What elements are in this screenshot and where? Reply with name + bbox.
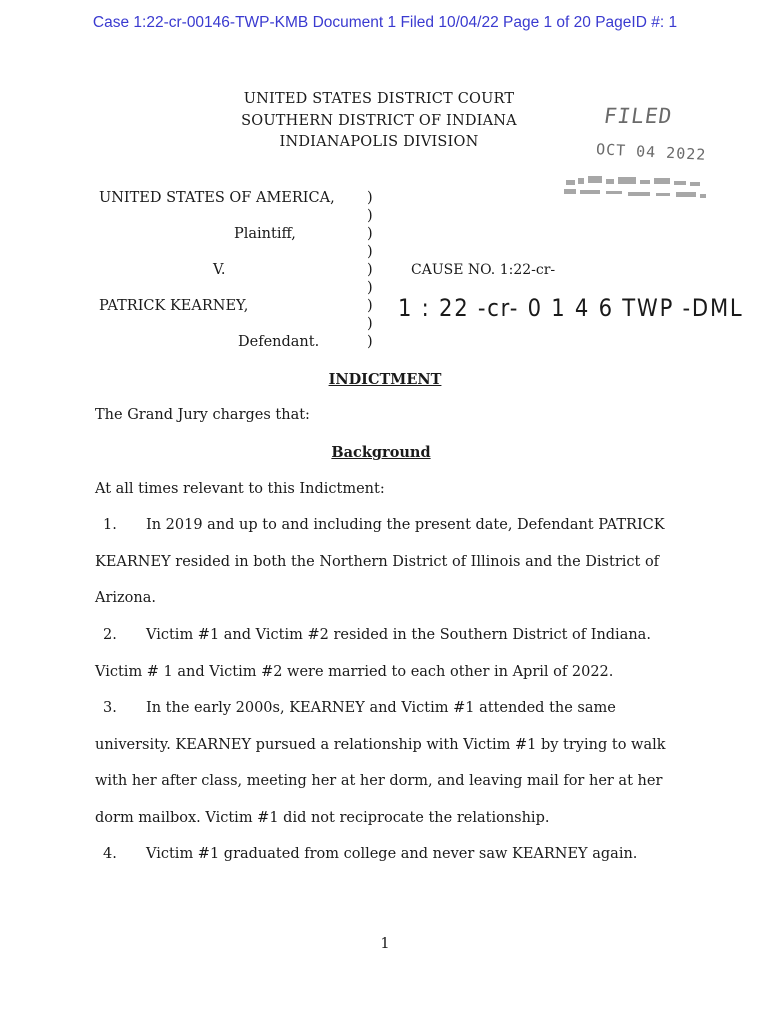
cause-number-stamp: 1 : 22 -cr- 0 1 4 6 TWP -DML [398,294,744,322]
versus: V. [213,262,226,278]
plaintiff-name: UNITED STATES OF AMERICA, [99,190,335,206]
paragraph-number: 1. [103,517,117,533]
paragraph-3 [95,690,670,836]
caption-paren: ) [367,226,373,242]
filed-stamp: FILED [602,104,674,128]
paragraph-1 [95,507,670,617]
paragraph-text: In the early 2000s, KEARNEY and Victim #1 attended the same university. KEARNEY pursued a relationship with Victim #1 by trying to walk with her after class, meeting her at her dorm, and leaving mail for her at her dorm mailbox. Victim #1 did not reciprocate the relationship. [95,700,666,826]
defendant-role: Defendant. [238,334,320,350]
relevant-times-line: At all times relevant to this Indictment: [95,481,385,497]
paragraph-number: 2. [103,627,117,643]
caption-paren: ) [367,244,373,260]
caption-paren: ) [367,316,373,332]
defendant-name: PATRICK KEARNEY, [99,298,249,314]
paragraph-text: Victim #1 and Victim #2 resided in the Southern District of Indiana. Victim # 1 and Victim #2 were married to each other in April of 2022. [95,627,651,680]
filed-stamp-date: OCT 04 2022 [595,140,707,164]
clerk-stamp-smudge [560,170,710,204]
caption-paren: ) [367,190,373,206]
section-heading: Background [331,444,431,461]
paragraph-text: In 2019 and up to and including the present date, Defendant PATRICK KEARNEY resided in both the Northern District of Illinois and the District of Arizona. [95,517,665,607]
document-title: INDICTMENT [328,371,442,388]
caption-paren: ) [367,280,373,296]
paragraph-4 [95,836,670,873]
paragraph-text: Victim #1 graduated from college and never saw KEARNEY again. [146,846,638,862]
page-number: 1 [380,936,390,952]
court-district: SOUTHERN DISTRICT OF INDIANA [241,112,517,129]
cause-number-label: CAUSE NO. 1:22-cr- [411,262,556,278]
ecf-header: Case 1:22-cr-00146-TWP-KMB Document 1 Filed 10/04/22 Page 1 of 20 PageID #: 1 [92,14,678,31]
grand-jury-intro: The Grand Jury charges that: [95,407,310,423]
plaintiff-role: Plaintiff, [234,226,296,242]
caption-paren: ) [367,298,373,314]
paragraph-number: 4. [103,846,117,862]
court-division: INDIANAPOLIS DIVISION [279,134,479,150]
caption-paren: ) [367,334,373,350]
caption-paren: ) [367,208,373,224]
paragraph-number: 3. [103,700,117,716]
paragraph-2 [95,617,670,690]
court-name: UNITED STATES DISTRICT COURT [243,91,515,107]
caption-paren: ) [367,262,373,278]
